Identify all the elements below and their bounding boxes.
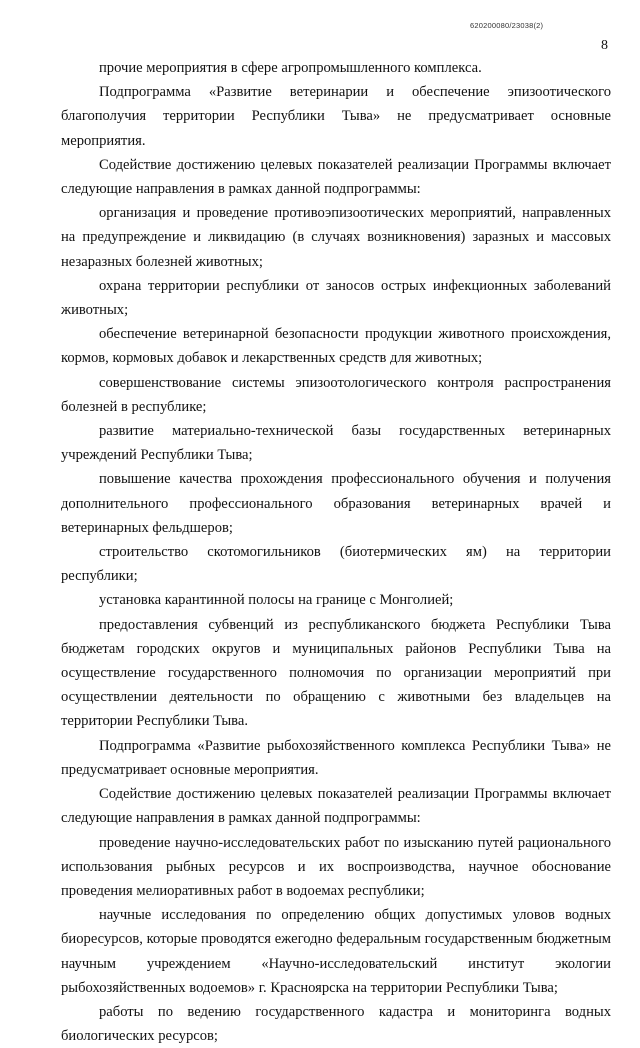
paragraph: охрана территории республики от заносов острых инфекционных заболеваний животных; — [61, 277, 611, 319]
paragraph: Подпрограмма «Развитие ветеринарии и обеспечение эпизоотического благополучия территории Республики Тыва» не предусматривает основные мероприятия. — [61, 84, 611, 149]
paragraph: прочие мероприятия в сфере агропромышленного комплекса. — [99, 60, 482, 76]
paragraph: организация и проведение противоэпизоотических мероприятий, направленных на предупреждение и ликвидацию (в случаях возникновения) заразных и массовых незаразных болезней животных; — [61, 205, 611, 270]
paragraph: научные исследования по определению общих допустимых уловов водных биоресурсов, которые проводятся ежегодно федеральным государственным бюджетным научным учреждением «Научно-исследовательский институт экологии рыбохозяйственных водоемов» г. Красноярска на территории Республики Тыва; — [61, 907, 611, 996]
paragraph: установка карантинной полосы на границе с Монголией; — [99, 592, 454, 609]
paragraph: совершенствование системы эпизоотологического контроля распространения болезней в республике; — [61, 374, 611, 415]
paragraph: работы по ведению государственного кадастра и мониторинга водных биологических ресурсов; — [61, 1003, 611, 1045]
paragraph: Содействие достижению целевых показателей реализации Программы включает следующие направления в рамках данной подпрограммы: — [61, 786, 611, 827]
paragraph: Подпрограмма «Развитие рыбохозяйственного комплекса Республики Тыва» не предусматривает основные мероприятия. — [61, 737, 611, 778]
paragraph: предоставления субвенций из республиканского бюджета Республики Тыва бюджетам городских округов и муниципальных районов Республики Тыва на осуществление государственного полномочия по организации мероприятий при осуществлении деятельности по обращению с животными без владельцев на территории Республики Тыва. — [61, 616, 611, 730]
paragraph: строительство скотомогильников (биотермических ям) на территории республики; — [61, 544, 611, 585]
paragraph: проведение научно-исследовательских работ по изысканию путей рационального использования рыбных ресурсов и их воспроизводства, научное обоснование проведения мелиоративных работ в водоемах республики; — [61, 834, 611, 899]
paragraph: повышение качества прохождения профессионального обучения и получения дополнительного профессионального образования ветеринарных врачей и ветеринарных фельдшеров; — [61, 471, 611, 536]
paragraph: Содействие достижению целевых показателей реализации Программы включает следующие направления в рамках данной подпрограммы: — [61, 156, 611, 198]
document-id: 620200080/23038(2) — [470, 21, 544, 30]
document-body — [61, 56, 611, 1048]
paragraph: обеспечение ветеринарной безопасности продукции животного происхождения, кормов, кормовых добавок и лекарственных средств для животных; — [61, 326, 611, 367]
paragraph: развитие материально-технической базы государственных ветеринарных учреждений Республики Тыва; — [61, 423, 611, 464]
page-number: 8 — [601, 38, 608, 53]
